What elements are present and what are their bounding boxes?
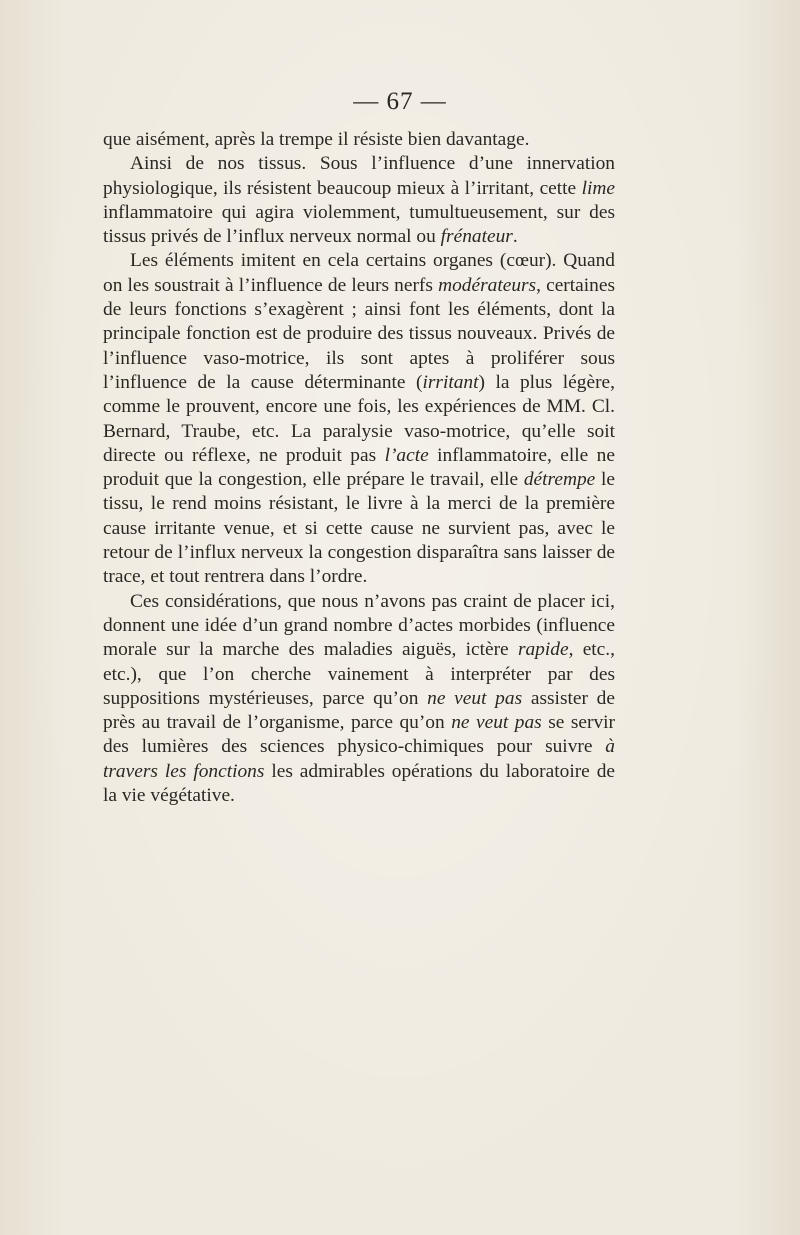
text-segment: le tissu, le rend moins résistant, le livre à la merci de la première cause irritante venue, et si cette cause ne survient pas, avec le retour de l’influx nerveux la congestion disparaîtra sans laisser de trace, et tout rentrera dans l’ordre. (103, 469, 615, 588)
paragraph-p4 (103, 590, 615, 809)
italic-text: modérateurs (438, 274, 537, 296)
italic-text: lime (581, 177, 615, 199)
text-segment: que aisément, après la trempe il résiste bien davantage. (103, 129, 530, 150)
text-segment: Ces considérations, que nous n’avons pas craint de placer ici, donnent une idée d’un grand nombre d’actes morbides (influence morale sur la marche des maladies aiguës, ictère (103, 590, 615, 661)
italic-text: l’acte (384, 444, 429, 466)
italic-text: à travers les fonctions (103, 736, 615, 782)
italic-text: détrempe (523, 469, 596, 491)
body-text (103, 128, 615, 808)
text-segment: inflammatoire qui agira violemment, tumultueusement, sur des tissus privés de l’influx nerveux normal ou (103, 201, 615, 248)
italic-text: ne veut pas (451, 712, 542, 734)
paragraph-p2 (103, 152, 615, 249)
text-segment: , certaines de leurs fonctions s’exagèrent ; ainsi font les éléments, dont la principale fonction est de produire des tissus nouveaux. Privés de l’influence vaso-motrice, ils sont aptes à proliférer sous l’influence de la cause déterminante ( (103, 274, 615, 393)
text-segment: Ainsi de nos tissus. Sous l’influence d’une innervation physiologique, ils résistent beaucoup mieux à l’irritant, cette (103, 153, 615, 199)
text-segment: Les éléments imitent en cela certains organes (cœur). Quand on les soustrait à l’influence de leurs nerfs (103, 250, 615, 296)
text-segment: ) la plus légère, comme le prouvent, encore une fois, les expériences de MM. Cl. Bernard, Traube, etc. La paralysie vaso-motrice, qu’elle soit directe ou réflexe, ne produit pas (103, 371, 615, 466)
italic-text: rapide (517, 639, 569, 661)
paragraph-p1 (103, 128, 615, 152)
text-segment: les admirables opérations du laboratoire de la vie végétative. (103, 760, 615, 807)
italic-text: ne veut pas (427, 687, 523, 709)
page-number: — 67 — (353, 88, 447, 115)
paragraph-p3 (103, 249, 615, 589)
text-segment: se servir des lumières des sciences physico-chimiques pour suivre (103, 712, 616, 758)
italic-text: frénateur (440, 226, 513, 248)
text-segment: . (512, 226, 518, 248)
italic-text: irritant (422, 371, 479, 393)
text-segment: inflammatoire, elle ne produit que la congestion, elle prépare le travail, elle (103, 444, 615, 491)
text-segment: assister de près au travail de l’organisme, parce qu’on (103, 687, 615, 734)
text-segment: , etc., etc.), que l’on cherche vainement à interpréter par des suppositions mystérieuses, parce qu’on (103, 639, 615, 709)
